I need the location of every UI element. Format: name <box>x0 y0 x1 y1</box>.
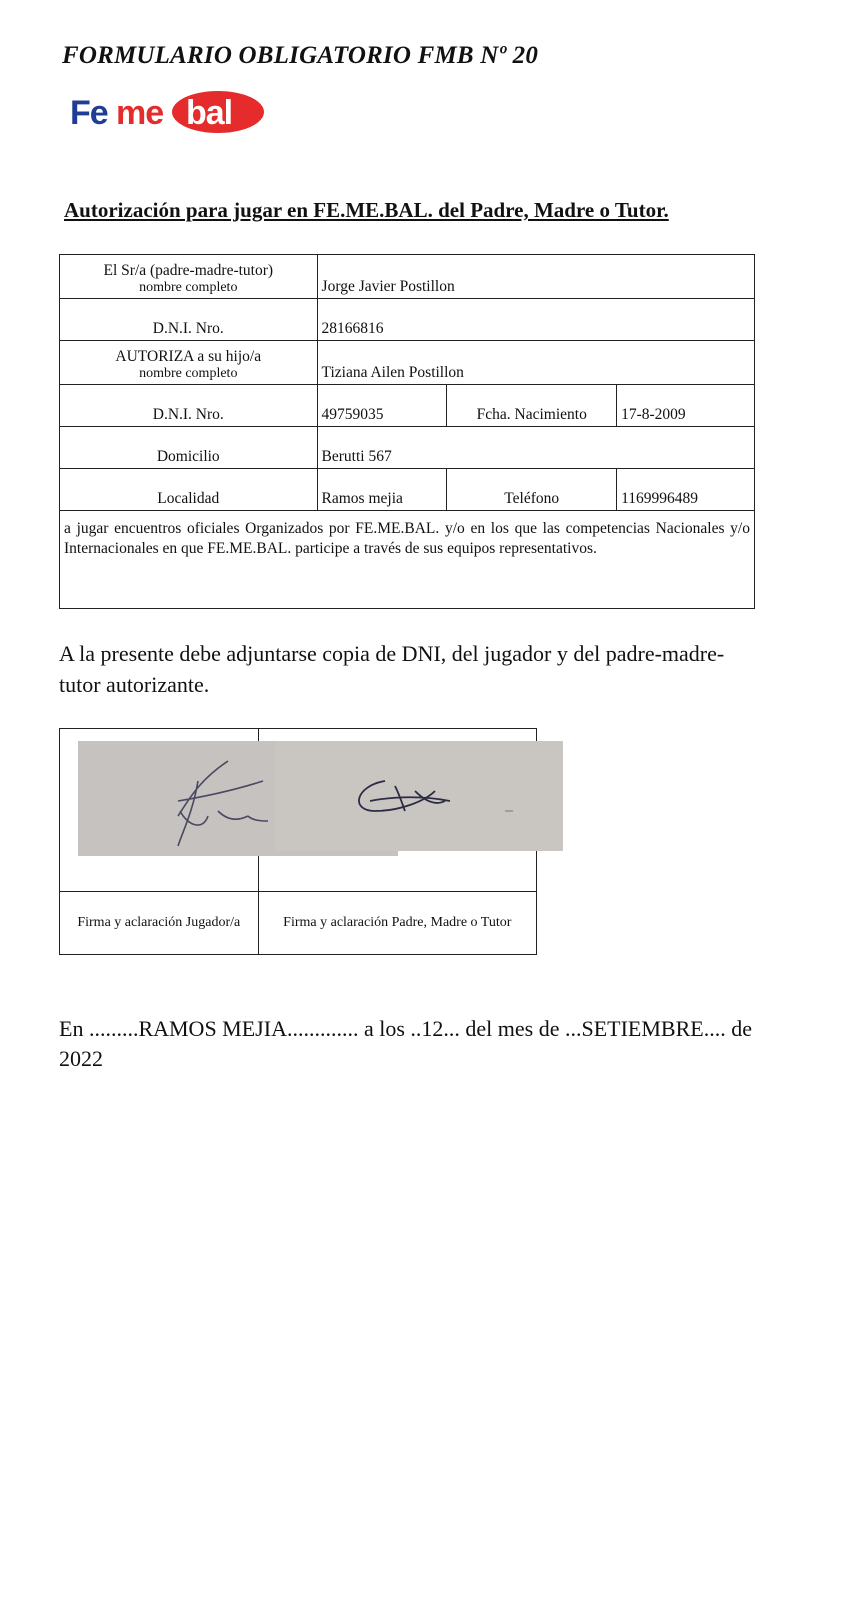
guardian-label-sub: nombre completo <box>139 280 238 295</box>
guardian-label: El Sr/a (padre-madre-tutor) <box>103 262 274 279</box>
address-row <box>60 427 755 469</box>
birth-date-label: Fcha. Nacimiento <box>447 385 617 427</box>
phone-label: Teléfono <box>447 469 617 511</box>
child-name-row <box>60 341 755 385</box>
guardian-label-cell <box>60 255 318 299</box>
player-signature-label: Firma y aclaración Jugador/a <box>60 892 259 955</box>
guardian-dni-label: D.N.I. Nro. <box>60 299 318 341</box>
child-label-sub: nombre completo <box>139 366 238 381</box>
address: Berutti 567 <box>317 427 754 469</box>
city-label: Localidad <box>60 469 318 511</box>
closing-place-date: En .........RAMOS MEJIA............. a los ..12... del mes de ...SETIEMBRE.... de 2022 <box>59 1016 752 1071</box>
child-label-cell <box>60 341 318 385</box>
signature-labels-row <box>60 892 537 955</box>
address-label: Domicilio <box>60 427 318 469</box>
guardian-signature-label: Firma y aclaración Padre, Madre o Tutor <box>258 892 536 955</box>
guardian-signature-image <box>275 741 563 851</box>
guardian-signature-stroke <box>275 741 563 851</box>
city-phone-row <box>60 469 755 511</box>
svg-text:me: me <box>116 94 164 132</box>
child-dni: 49759035 <box>317 385 447 427</box>
guardian-name: Jorge Javier Postillon <box>317 255 754 299</box>
form-title: FORMULARIO OBLIGATORIO FMB Nº 20 <box>62 42 539 69</box>
form-subtitle: Autorización para jugar en FE.ME.BAL. del Padre, Madre o Tutor. <box>64 198 669 222</box>
svg-text:bal: bal <box>186 94 233 132</box>
guardian-dni-row <box>60 299 755 341</box>
child-name: Tiziana Ailen Postillon <box>317 341 754 385</box>
guardian-dni: 28166816 <box>317 299 754 341</box>
child-dni-label: D.N.I. Nro. <box>60 385 318 427</box>
authorization-text-row <box>60 511 755 609</box>
guardian-name-row <box>60 255 755 299</box>
birth-date: 17-8-2009 <box>617 385 755 427</box>
child-label: AUTORIZA a su hijo/a <box>115 348 262 365</box>
authorization-form-table <box>59 254 755 609</box>
authorization-text: a jugar encuentros oficiales Organizados por FE.ME.BAL. y/o en los que las competencias Nacionales y/o Internacionales en que FE.ME.BAL. participe a través de sus equipos representativos. <box>60 511 755 609</box>
child-dni-row <box>60 385 755 427</box>
phone: 1169996489 <box>617 469 755 511</box>
svg-text:Fe: Fe <box>70 94 108 132</box>
city: Ramos mejia <box>317 469 447 511</box>
femebal-logo <box>68 88 268 138</box>
dni-copy-notice: A la presente debe adjuntarse copia de DNI, del jugador y del padre-madre-tutor autorizante. <box>59 641 725 697</box>
